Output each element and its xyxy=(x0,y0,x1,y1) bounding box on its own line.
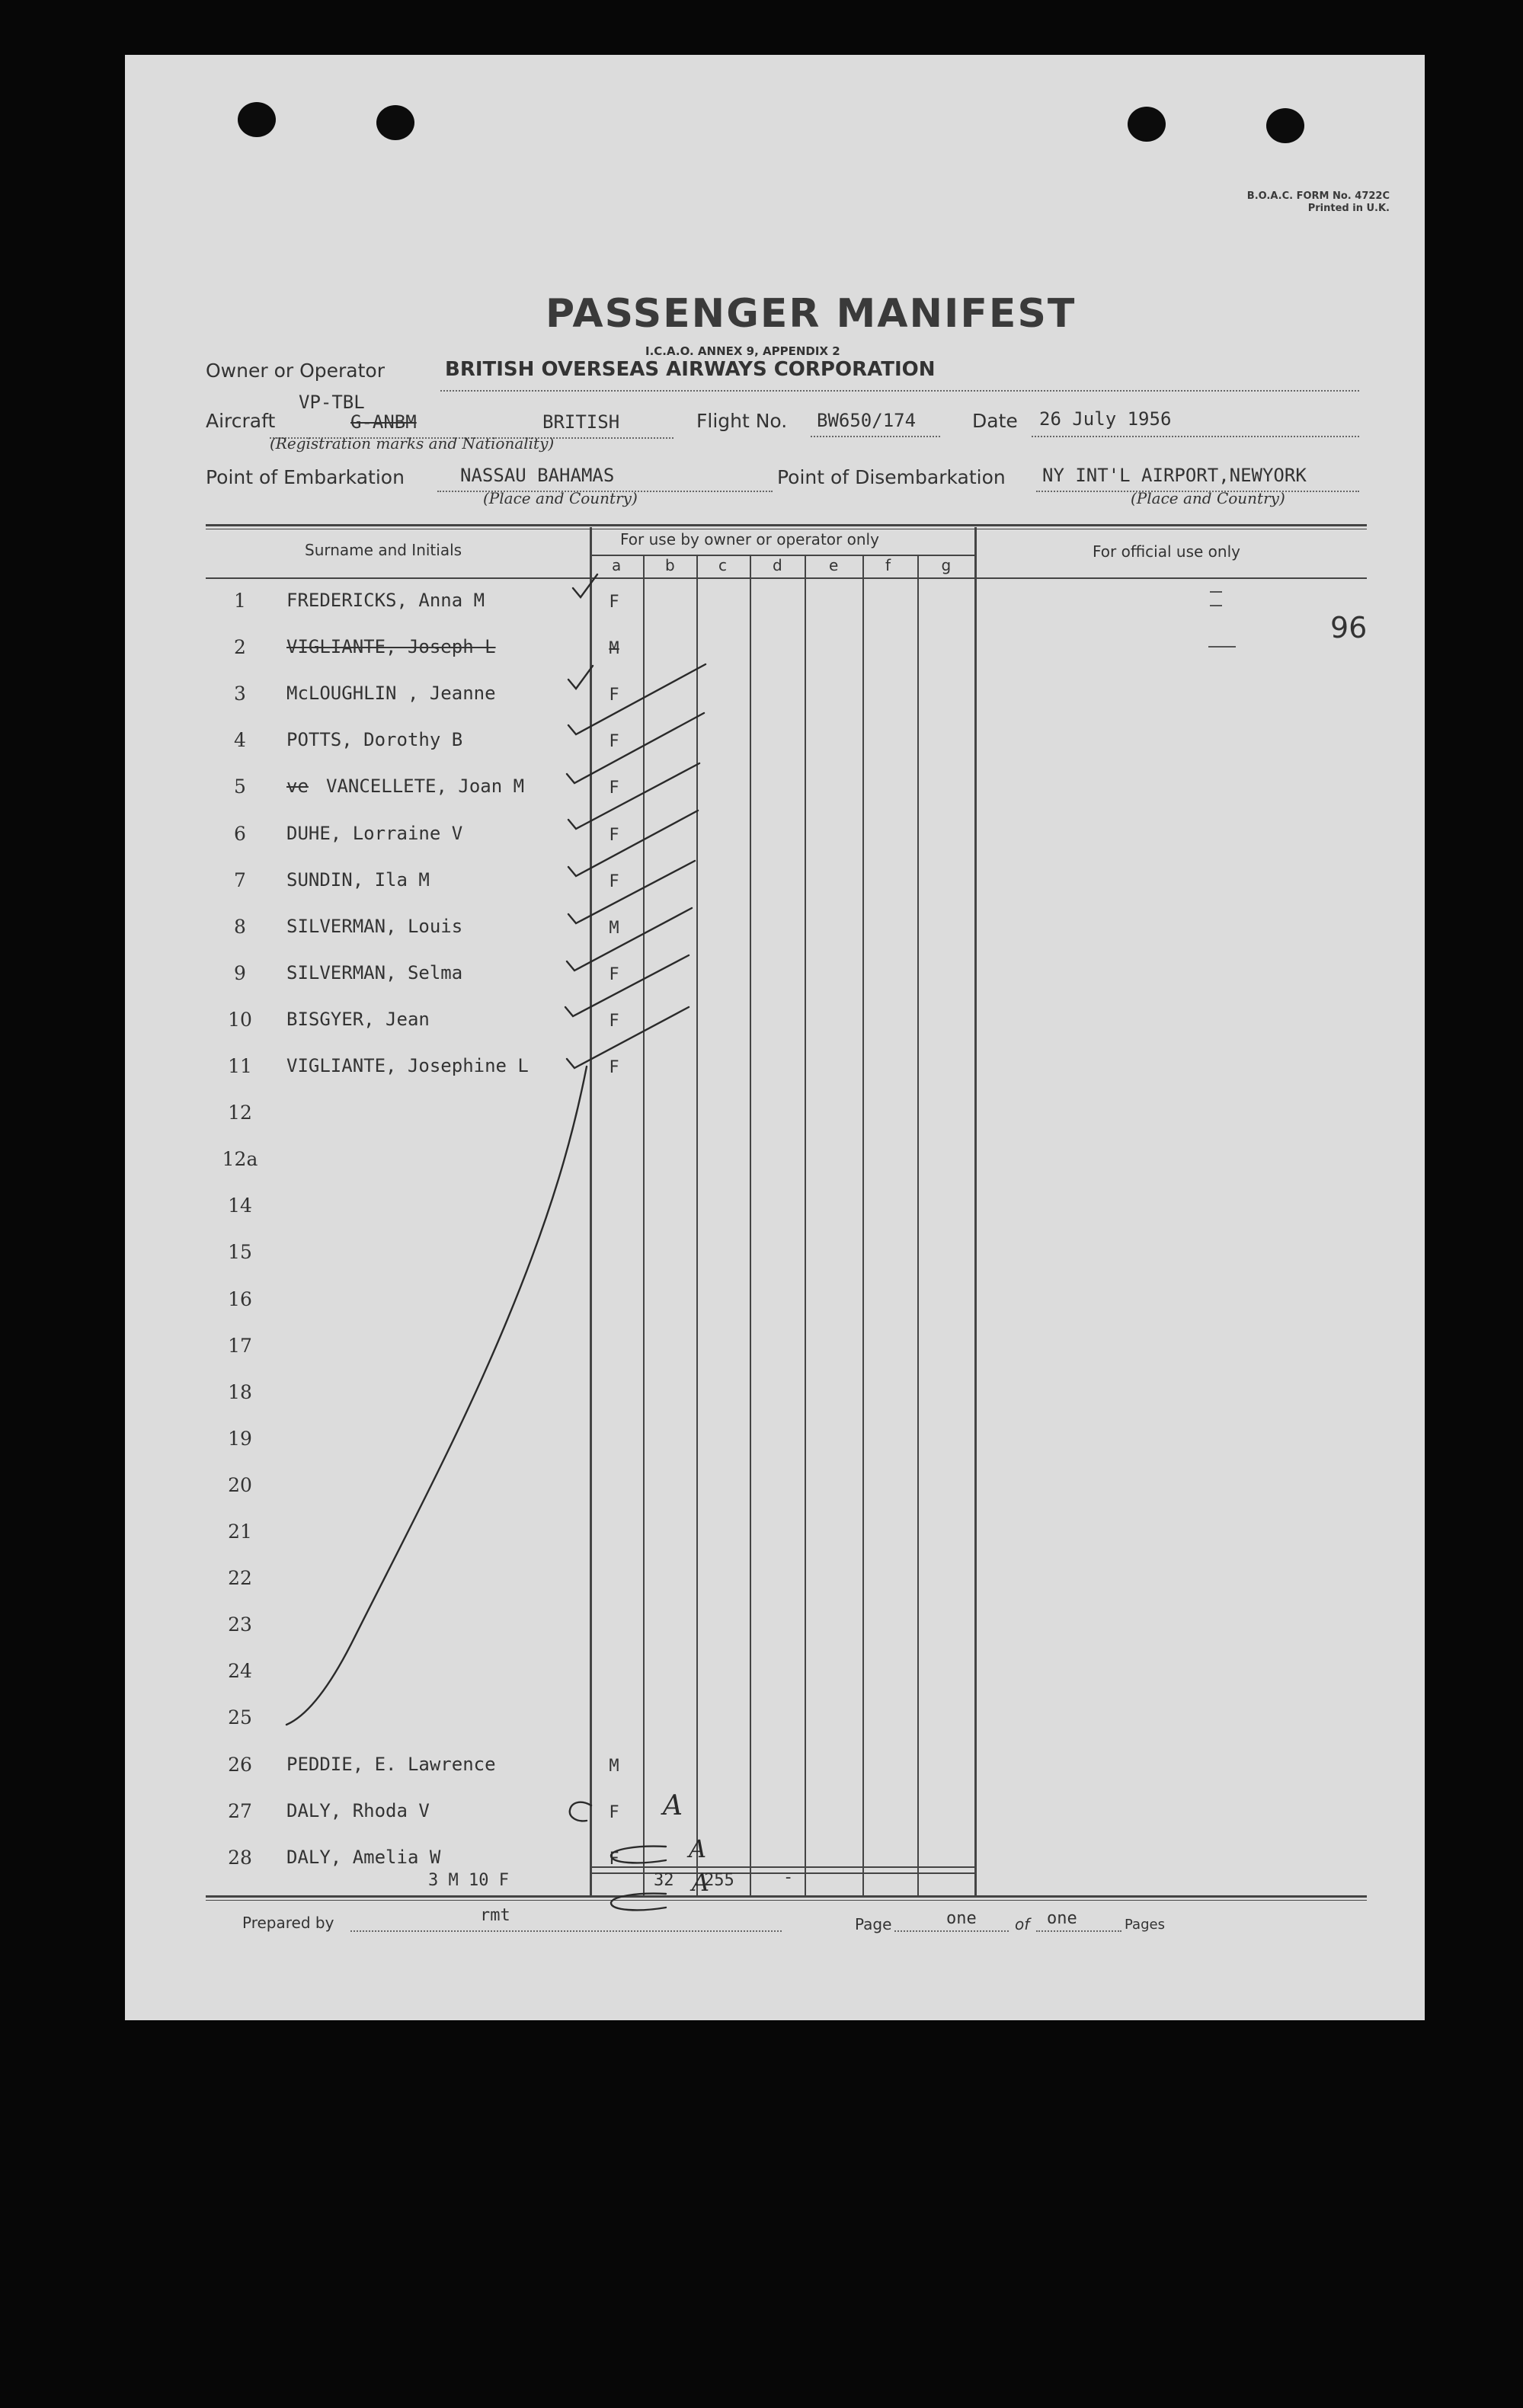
row-number: 8 xyxy=(234,916,246,938)
row-number: 21 xyxy=(228,1521,252,1543)
passenger-name: DUHE, Lorraine V xyxy=(286,823,463,844)
form-code-line: B.O.A.C. FORM No. 4722C xyxy=(1246,190,1390,202)
official-column-header: For official use only xyxy=(1093,542,1240,561)
passenger-sex: F xyxy=(609,965,619,984)
row-number: 6 xyxy=(234,823,246,845)
passenger-name: SILVERMAN, Louis xyxy=(286,916,463,937)
row-number: 15 xyxy=(228,1241,252,1263)
row-number: 22 xyxy=(228,1567,252,1589)
flight-value: BW650/174 xyxy=(817,410,917,431)
of-value: one xyxy=(1047,1909,1077,1928)
row-number: 2 xyxy=(234,636,246,658)
owner-label: Owner or Operator xyxy=(206,360,385,382)
owner-value: BRITISH OVERSEAS AIRWAYS CORPORATION xyxy=(445,358,936,381)
operator-column-header: For use by owner or operator only xyxy=(620,530,879,548)
aircraft-label: Aircraft xyxy=(206,410,276,432)
row-number: 9 xyxy=(234,962,246,984)
passenger-name: McLOUGHLIN , Jeanne xyxy=(286,683,496,704)
passenger-sex: F xyxy=(609,593,619,612)
row-number: 4 xyxy=(234,729,246,751)
passenger-name: DALY, Rhoda V xyxy=(286,1800,430,1821)
embarkation-value: NASSAU BAHAMAS xyxy=(460,465,615,486)
passenger-name: POTTS, Dorothy B xyxy=(286,729,463,750)
column-letter-a: a xyxy=(612,556,622,574)
flight-label: Flight No. xyxy=(696,410,788,432)
row-number: 1 xyxy=(234,590,246,612)
of-label: of xyxy=(1015,1915,1030,1933)
passenger-name: VIGLIANTE, Josephine L xyxy=(286,1055,529,1076)
row-number: 11 xyxy=(228,1055,252,1077)
totals-sexes: 3 M 10 F xyxy=(428,1871,509,1890)
date-value: 26 July 1956 xyxy=(1039,408,1172,430)
col-b-mark-row26: A xyxy=(663,1790,683,1821)
passenger-sex: F xyxy=(609,732,619,751)
col-c-mark-row28: A xyxy=(692,1868,710,1897)
column-letter-b: b xyxy=(665,556,675,574)
passenger-sex: F xyxy=(609,686,619,705)
page-title: PASSENGER MANIFEST xyxy=(546,291,1077,337)
passenger-name: VANCELLETE, Joan M xyxy=(326,775,525,797)
page-value: one xyxy=(946,1909,977,1928)
row-number: 10 xyxy=(228,1009,252,1031)
disembarkation-caption: (Place and Country) xyxy=(1131,489,1285,507)
passenger-name: VIGLIANTE, Joseph L xyxy=(286,636,496,657)
passenger-sex: M xyxy=(609,639,619,658)
date-label: Date xyxy=(972,410,1018,432)
aircraft-registration: VP-TBL xyxy=(299,392,365,413)
manifest-page xyxy=(125,55,1425,2020)
row-number: 14 xyxy=(228,1194,252,1217)
column-letter-d: d xyxy=(773,556,782,574)
passenger-name: PEDDIE, E. Lawrence xyxy=(286,1754,496,1775)
row-number: 20 xyxy=(228,1474,252,1496)
row-number: 16 xyxy=(228,1288,252,1310)
totals-b: 32 xyxy=(654,1871,674,1890)
passenger-sex: F xyxy=(609,1012,619,1031)
totals-c: 255 xyxy=(704,1871,734,1890)
row-number: 5 xyxy=(234,775,246,798)
passenger-sex: F xyxy=(609,1058,619,1077)
passenger-sex: F xyxy=(609,1850,619,1869)
passenger-name: DALY, Amelia W xyxy=(286,1847,441,1868)
aircraft-caption: (Registration marks and Nationality) xyxy=(270,434,555,452)
column-letter-e: e xyxy=(829,556,839,574)
row-number: 23 xyxy=(228,1613,252,1636)
row-number: 12 xyxy=(228,1102,252,1124)
row-number: 17 xyxy=(228,1335,252,1357)
passenger-sex: M xyxy=(609,919,619,938)
passenger-name-struck-prefix: ve xyxy=(286,775,309,797)
passenger-sex: M xyxy=(609,1757,619,1776)
passenger-name: SUNDIN, Ila M xyxy=(286,869,430,891)
row-number: 19 xyxy=(228,1428,252,1450)
passenger-name: SILVERMAN, Selma xyxy=(286,962,463,983)
passenger-name: FREDERICKS, Anna M xyxy=(286,590,485,611)
disembarkation-value: NY INT'L AIRPORT,NEWYORK xyxy=(1042,465,1307,486)
row-number: 25 xyxy=(228,1706,252,1728)
name-column-header: Surname and Initials xyxy=(305,541,462,559)
row-number: 28 xyxy=(228,1847,252,1869)
row-number: 26 xyxy=(228,1754,252,1776)
row-number: 7 xyxy=(234,869,246,891)
column-letter-f: f xyxy=(885,556,891,574)
official-number: 96 xyxy=(1330,611,1368,644)
prepared-by-label: Prepared by xyxy=(242,1914,334,1932)
pages-label: Pages xyxy=(1125,1917,1165,1933)
aircraft-registration-struck: G-ANBM xyxy=(350,411,417,433)
column-letter-g: g xyxy=(941,556,952,574)
row-number: 24 xyxy=(228,1660,252,1682)
embarkation-label: Point of Embarkation xyxy=(206,466,405,488)
passenger-sex: F xyxy=(609,1803,619,1822)
row-number: 27 xyxy=(228,1800,252,1822)
embarkation-caption: (Place and Country) xyxy=(483,489,638,507)
passenger-sex: F xyxy=(609,872,619,891)
passenger-sex: F xyxy=(609,826,619,845)
passenger-name: BISGYER, Jean xyxy=(286,1009,430,1030)
page-subtitle: I.C.A.O. ANNEX 9, APPENDIX 2 xyxy=(645,344,840,358)
row-number: 18 xyxy=(228,1381,252,1403)
disembarkation-label: Point of Disembarkation xyxy=(777,466,1006,488)
aircraft-nationality: BRITISH xyxy=(542,411,620,433)
passenger-sex: F xyxy=(609,779,619,798)
row-number: 3 xyxy=(234,683,246,705)
col-c-mark-row27: A xyxy=(689,1834,707,1863)
column-letter-c: c xyxy=(718,556,727,574)
row-number: 12a xyxy=(222,1148,258,1170)
prepared-by-value: rmt xyxy=(480,1906,510,1925)
totals-d: - xyxy=(783,1868,794,1887)
form-code-line: Printed in U.K. xyxy=(1307,203,1390,214)
handwritten-marks xyxy=(125,55,1425,2020)
page-label: Page xyxy=(855,1915,892,1933)
